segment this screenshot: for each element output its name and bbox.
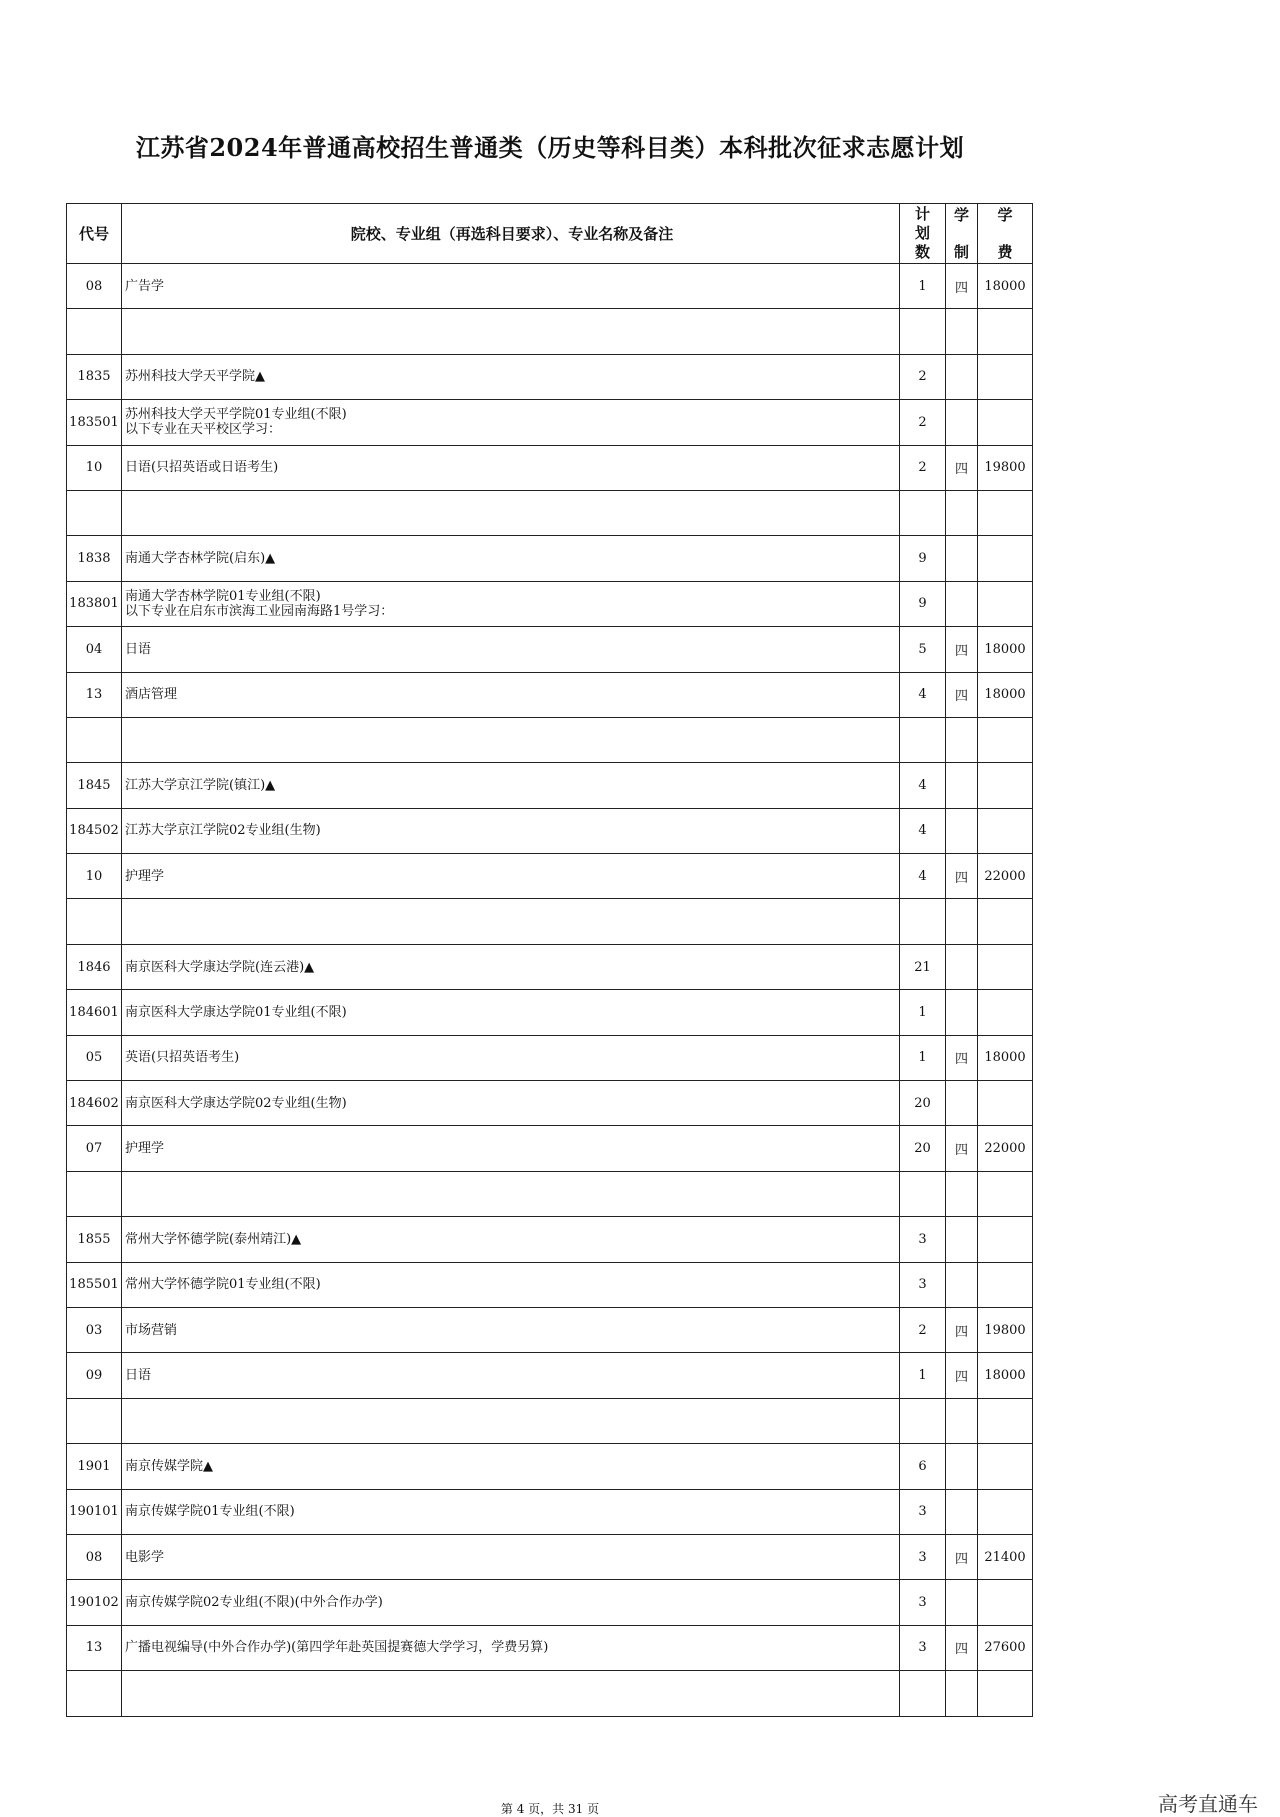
row-length (946, 400, 978, 445)
header-plan-char: 计 (914, 205, 930, 223)
row-fee (978, 1398, 1033, 1443)
row-name (122, 717, 900, 762)
row-plan (900, 899, 946, 944)
row-code: 190102 (67, 1580, 122, 1625)
row-name-line: 以下专业在启东市滨海工业园南海路1号学习： (125, 603, 394, 619)
row-name (122, 1307, 900, 1352)
row-plan: 2 (900, 400, 946, 445)
row-name (122, 354, 900, 399)
row-length (946, 581, 978, 626)
row-name-line: 南京医科大学康达学院01专业组(不限) (125, 1004, 347, 1020)
row-code: 1901 (67, 1444, 122, 1489)
row-plan: 1 (900, 990, 946, 1035)
row-length (946, 763, 978, 808)
row-plan: 3 (900, 1625, 946, 1670)
table-row (67, 1444, 1033, 1489)
row-name-line: 广告学 (125, 278, 165, 294)
row-name (122, 1217, 900, 1262)
row-name (122, 1171, 900, 1216)
row-plan: 20 (900, 1081, 946, 1126)
row-name (122, 990, 900, 1035)
row-fee (978, 1671, 1033, 1716)
row-fee (978, 1580, 1033, 1625)
row-code: 05 (67, 1035, 122, 1080)
row-fee: 22000 (978, 854, 1033, 899)
row-length (946, 717, 978, 762)
row-length (946, 1671, 978, 1716)
row-name-line: 南京传媒学院▲ (125, 1458, 213, 1474)
row-length: 四 (946, 672, 978, 717)
row-plan: 2 (900, 445, 946, 490)
table-row (67, 717, 1033, 762)
row-fee: 18000 (978, 264, 1033, 309)
row-name-line: 电影学 (125, 1549, 165, 1565)
table-row (67, 990, 1033, 1035)
row-name (122, 763, 900, 808)
table-row (67, 1126, 1033, 1171)
row-length: 四 (946, 1307, 978, 1352)
row-plan (900, 717, 946, 762)
header-fee-char: 学 (997, 205, 1013, 224)
row-length: 四 (946, 1534, 978, 1579)
row-name (122, 536, 900, 581)
row-length: 四 (946, 264, 978, 309)
row-name-line: 日语(只招英语或日语考生) (125, 460, 279, 476)
row-length (946, 808, 978, 853)
row-name-line: 南京医科大学康达学院02专业组(生物) (125, 1095, 347, 1111)
table-header-row (67, 204, 1033, 264)
row-fee (978, 1444, 1033, 1489)
header-plan (900, 204, 946, 264)
table-row (67, 264, 1033, 309)
row-code: 1845 (67, 763, 122, 808)
row-name (122, 808, 900, 853)
row-plan: 1 (900, 264, 946, 309)
row-plan: 4 (900, 808, 946, 853)
page-title: 江苏省2024年普通高校招生普通类（历史等科目类）本科批次征求志愿计划 (135, 133, 965, 162)
row-plan: 4 (900, 672, 946, 717)
row-name (122, 445, 900, 490)
row-name (122, 627, 900, 672)
header-plan-char: 划 (914, 224, 930, 242)
row-length (946, 1262, 978, 1307)
row-name (122, 490, 900, 535)
row-name (122, 944, 900, 989)
row-name-line: 护理学 (125, 868, 165, 884)
table-row (67, 944, 1033, 989)
row-length: 四 (946, 627, 978, 672)
row-name-line: 广播电视编导(中外合作办学)(第四学年赴英国提赛德大学学习，学费另算) (125, 1640, 549, 1656)
row-plan: 6 (900, 1444, 946, 1489)
row-name (122, 1035, 900, 1080)
row-name (122, 854, 900, 899)
watermark: 高考直通车 (1158, 1792, 1258, 1816)
row-length: 四 (946, 854, 978, 899)
row-name-line: 护理学 (125, 1141, 165, 1157)
row-length: 四 (946, 1035, 978, 1080)
row-name (122, 1580, 900, 1625)
table-row (67, 400, 1033, 445)
row-length: 四 (946, 1126, 978, 1171)
row-plan (900, 309, 946, 354)
header-length (946, 204, 978, 264)
row-plan (900, 1671, 946, 1716)
row-name (122, 672, 900, 717)
row-length: 四 (946, 1625, 978, 1670)
row-name-line: 南京医科大学康达学院(连云港)▲ (125, 959, 315, 975)
row-name (122, 1444, 900, 1489)
row-name-line: 苏州科技大学天平学院▲ (125, 369, 265, 385)
row-code: 08 (67, 264, 122, 309)
row-name (122, 1262, 900, 1307)
row-length (946, 1217, 978, 1262)
table-row (67, 1353, 1033, 1398)
row-length (946, 1398, 978, 1443)
row-fee (978, 1262, 1033, 1307)
header-code: 代号 (67, 204, 122, 264)
row-code: 09 (67, 1353, 122, 1398)
row-code (67, 717, 122, 762)
table-row (67, 1625, 1033, 1670)
row-fee: 21400 (978, 1534, 1033, 1579)
table-row (67, 536, 1033, 581)
row-fee (978, 490, 1033, 535)
table-row (67, 899, 1033, 944)
row-length (946, 1171, 978, 1216)
row-name (122, 1489, 900, 1534)
row-length (946, 1081, 978, 1126)
table-row (67, 581, 1033, 626)
row-plan: 3 (900, 1262, 946, 1307)
header-name: 院校、专业组（再选科目要求）、专业名称及备注 (122, 204, 900, 264)
row-name (122, 1671, 900, 1716)
row-code (67, 490, 122, 535)
row-plan: 4 (900, 854, 946, 899)
row-code: 185501 (67, 1262, 122, 1307)
row-fee (978, 717, 1033, 762)
header-plan-char: 数 (914, 243, 930, 261)
table-row (67, 627, 1033, 672)
row-fee (978, 1489, 1033, 1534)
row-fee (978, 944, 1033, 989)
row-plan: 3 (900, 1580, 946, 1625)
table-row (67, 1671, 1033, 1716)
header-fee (978, 204, 1033, 264)
table-row (67, 309, 1033, 354)
row-length (946, 899, 978, 944)
row-code: 08 (67, 1534, 122, 1579)
row-code: 184602 (67, 1081, 122, 1126)
row-fee: 18000 (978, 1353, 1033, 1398)
row-name (122, 1625, 900, 1670)
row-fee (978, 400, 1033, 445)
row-plan: 21 (900, 944, 946, 989)
row-name-line: 江苏大学京江学院(镇江)▲ (125, 777, 276, 793)
row-plan (900, 1171, 946, 1216)
row-name (122, 899, 900, 944)
row-code: 10 (67, 854, 122, 899)
row-code: 1835 (67, 354, 122, 399)
row-fee (978, 536, 1033, 581)
table-row (67, 1534, 1033, 1579)
row-fee (978, 1081, 1033, 1126)
row-fee (978, 354, 1033, 399)
row-name-line: 英语(只招英语考生) (125, 1050, 240, 1066)
table-row (67, 1307, 1033, 1352)
row-plan: 3 (900, 1489, 946, 1534)
row-name-line: 市场营销 (125, 1322, 178, 1338)
page-footer: 第 4 页，共 31 页 (500, 1802, 600, 1816)
row-plan: 9 (900, 581, 946, 626)
row-name (122, 1353, 900, 1398)
row-code: 1846 (67, 944, 122, 989)
table-row (67, 808, 1033, 853)
row-plan: 1 (900, 1035, 946, 1080)
row-fee: 18000 (978, 672, 1033, 717)
row-code: 1855 (67, 1217, 122, 1262)
table-row (67, 445, 1033, 490)
row-name-line: 常州大学怀德学院(泰州靖江)▲ (125, 1231, 302, 1247)
row-plan: 20 (900, 1126, 946, 1171)
row-name (122, 400, 900, 445)
row-length (946, 354, 978, 399)
row-fee (978, 899, 1033, 944)
row-name (122, 581, 900, 626)
row-length (946, 490, 978, 535)
row-fee (978, 1171, 1033, 1216)
row-name (122, 309, 900, 354)
row-name-line: 以下专业在天平校区学习： (125, 422, 282, 438)
header-length-char: 学 (953, 205, 969, 224)
row-length (946, 990, 978, 1035)
row-length: 四 (946, 1353, 978, 1398)
row-name-line: 南京传媒学院01专业组(不限) (125, 1504, 295, 1520)
table-row (67, 1262, 1033, 1307)
row-name-line: 酒店管理 (125, 687, 178, 703)
row-fee: 27600 (978, 1625, 1033, 1670)
row-fee: 19800 (978, 1307, 1033, 1352)
row-code: 184601 (67, 990, 122, 1035)
row-name (122, 1081, 900, 1126)
row-plan: 2 (900, 1307, 946, 1352)
row-name-line: 南京传媒学院02专业组(不限)(中外合作办学) (125, 1595, 383, 1611)
row-code (67, 1171, 122, 1216)
row-code: 07 (67, 1126, 122, 1171)
table-row (67, 1035, 1033, 1080)
row-code: 13 (67, 1625, 122, 1670)
row-plan (900, 1398, 946, 1443)
row-length: 四 (946, 445, 978, 490)
row-plan: 5 (900, 627, 946, 672)
row-length (946, 1580, 978, 1625)
row-fee (978, 763, 1033, 808)
row-fee: 19800 (978, 445, 1033, 490)
row-code: 190101 (67, 1489, 122, 1534)
row-fee (978, 990, 1033, 1035)
row-fee (978, 1217, 1033, 1262)
row-fee (978, 309, 1033, 354)
table-row (67, 1171, 1033, 1216)
row-plan: 3 (900, 1217, 946, 1262)
row-plan: 1 (900, 1353, 946, 1398)
table-row (67, 1081, 1033, 1126)
row-code (67, 309, 122, 354)
row-fee: 22000 (978, 1126, 1033, 1171)
row-plan (900, 490, 946, 535)
table-row (67, 672, 1033, 717)
row-plan: 9 (900, 536, 946, 581)
header-length-char: 制 (953, 242, 969, 261)
row-length (946, 1489, 978, 1534)
row-length (946, 309, 978, 354)
row-code: 183501 (67, 400, 122, 445)
row-fee: 18000 (978, 627, 1033, 672)
row-fee (978, 581, 1033, 626)
row-name (122, 1398, 900, 1443)
row-name-line: 日语 (125, 641, 152, 657)
row-code (67, 1398, 122, 1443)
table-row (67, 1580, 1033, 1625)
row-name-line: 江苏大学京江学院02专业组(生物) (125, 823, 321, 839)
row-code (67, 899, 122, 944)
row-code: 13 (67, 672, 122, 717)
row-name-line: 常州大学怀德学院01专业组(不限) (125, 1277, 321, 1293)
header-fee-char: 费 (997, 242, 1013, 261)
table-row (67, 1398, 1033, 1443)
row-code: 03 (67, 1307, 122, 1352)
table-row (67, 490, 1033, 535)
row-plan: 2 (900, 354, 946, 399)
row-name (122, 1534, 900, 1579)
row-length (946, 1444, 978, 1489)
row-length (946, 944, 978, 989)
row-code: 04 (67, 627, 122, 672)
row-plan: 3 (900, 1534, 946, 1579)
table-body (67, 264, 1033, 1717)
table-row (67, 854, 1033, 899)
row-code: 10 (67, 445, 122, 490)
enrollment-plan-table (66, 203, 1033, 1717)
row-name (122, 264, 900, 309)
row-name-line: 日语 (125, 1368, 152, 1384)
row-code (67, 1671, 122, 1716)
row-name-line: 南通大学杏林学院(启东)▲ (125, 551, 276, 567)
table-row (67, 1217, 1033, 1262)
row-name-line: 苏州科技大学天平学院01专业组(不限) (125, 407, 347, 423)
row-code: 1838 (67, 536, 122, 581)
row-code: 183801 (67, 581, 122, 626)
row-code: 184502 (67, 808, 122, 853)
table-row (67, 354, 1033, 399)
row-fee (978, 808, 1033, 853)
row-name-line: 南通大学杏林学院01专业组(不限) (125, 588, 321, 604)
row-fee: 18000 (978, 1035, 1033, 1080)
row-name (122, 1126, 900, 1171)
row-plan: 4 (900, 763, 946, 808)
table-row (67, 1489, 1033, 1534)
row-length (946, 536, 978, 581)
table-row (67, 763, 1033, 808)
